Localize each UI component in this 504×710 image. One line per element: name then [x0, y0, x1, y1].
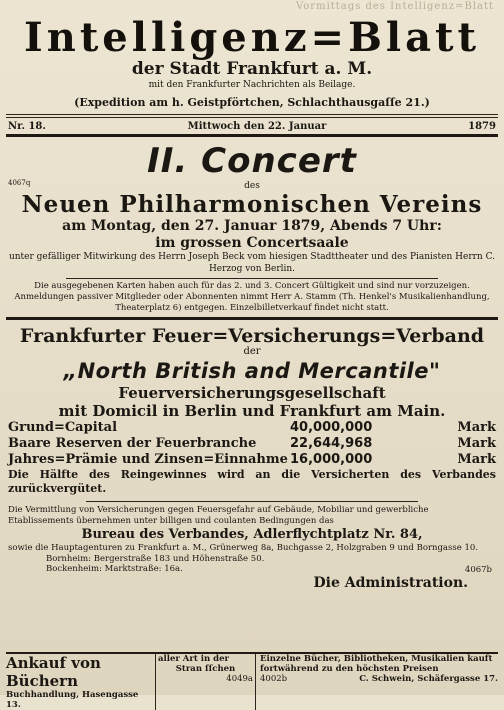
insurance-bureau: Bureau des Verbandes, Adlerflychtplatz Nr. 84, — [81, 527, 423, 542]
book-buy-line2: Stran ſſchen — [175, 664, 236, 674]
figure-unit: Mark — [457, 436, 496, 451]
insurance-rule — [86, 501, 418, 502]
concert-des: des — [244, 181, 260, 191]
insurance-ad — [6, 324, 498, 592]
figure-row — [6, 436, 498, 452]
insurance-agencies: sowie die Hauptagenturen zu Frankfurt a. M., Grünerweg 8a, Buchgasse 2, Holzgraben 9 und Borngasse 10. — [8, 543, 478, 553]
concert-rule — [66, 278, 438, 279]
concert-verein: Neuen Philharmonischen Vereins — [21, 191, 483, 218]
book-buy-sub: Buchhandlung, Hasengasse 13. — [6, 690, 139, 710]
insurance-vermittlung: Die Vermittlung von Versicherungen gegen Feuersgefahr auf Gebäude, Mobiliar und gewerbliche Etablissements übernehmen unter billigen und coulanten Bedingungen das — [8, 505, 429, 526]
concert-ref: 4067q — [8, 179, 31, 187]
issue-date: Mittwoch den 22. Januar — [187, 120, 327, 132]
concert-note: Die ausgegebenen Karten haben auch für das 2. und 3. Concert Gültigkeit und sind nur vorzuzeigen. Anmeldungen passiver Mitglieder oder Abonnenten nimmt Herr A. Stamm (Th. Henkel's Musikalienhandlung, Theaterplatz 6) entgegen. Einzelbilletverkauf findet nicht statt. — [14, 281, 490, 313]
masthead-supplement: mit den Frankfurter Nachrichten als Beilage. — [148, 80, 356, 90]
insurance-ref: 4067b — [464, 564, 492, 575]
concert-title: II. Concert — [147, 141, 357, 181]
masthead-subtitle: der Stadt Frankfurt a. M. — [131, 59, 373, 79]
book-sell-line1: Einzelne Bücher, Bibliotheken, Musikalien kauft — [260, 654, 493, 664]
book-buy-ref: 4049a — [226, 674, 253, 684]
book-buy-line1: aller Art in der — [158, 654, 229, 664]
figure-label: Baare Reserven der Feuerbranche — [8, 436, 257, 451]
figure-value: 22,644,968 — [290, 436, 373, 451]
book-sell-ad — [256, 654, 498, 710]
insurance-der: der — [243, 346, 261, 357]
issue-line — [6, 118, 498, 134]
issue-year: 1879 — [468, 120, 496, 132]
issue-number: Nr. 18. — [8, 120, 46, 132]
figure-value: 16,000,000 — [290, 452, 373, 467]
book-sell-line2: fortwährend zu den höchsten Preisen — [260, 664, 439, 674]
concert-ad — [6, 141, 498, 314]
insurance-bockenheim: Bockenheim: Marktstraße: 16a. — [46, 564, 183, 574]
figure-row — [6, 420, 498, 436]
concert-date: am Montag, den 27. Januar 1879, Abends 7 Uhr: — [62, 218, 442, 234]
issue-divider — [6, 134, 498, 137]
insurance-company: „North British and Mercantile" — [63, 359, 441, 383]
concert-divider — [6, 317, 498, 320]
figure-row — [6, 452, 498, 468]
book-sell-name: C. Schwein, Schäfergasse 17. — [359, 674, 498, 684]
insurance-type: Feuerversicherungsgesellschaft — [118, 384, 386, 402]
concert-hall: im grossen Concertsaale — [155, 235, 349, 251]
masthead-expedition: (Expedition am h. Geistpförtchen, Schlachthausgaſſe 21.) — [74, 96, 430, 109]
concert-mitwirkung: unter gefälliger Mitwirkung des Herrn Joseph Beck vom hiesigen Stadttheater und des Pianisten Herrn C. Herzog von Berlin. — [8, 252, 496, 274]
figure-label: Jahres=Prämie und Zinsen=Einnahme — [8, 452, 288, 467]
bottom-ads — [6, 652, 498, 710]
ghost-text: Vormittags des Intelligenz=Blatt — [295, 1, 494, 12]
figure-unit: Mark — [457, 452, 496, 467]
book-sell-footer — [260, 674, 498, 684]
figure-value: 40,000,000 — [290, 420, 373, 435]
insurance-profit: Die Hälfte des Reingewinnes wird an die Versicherten des Verbandes zurückvergütet. — [8, 468, 496, 495]
insurance-bornheim: Bornheim: Bergerstraße 183 und Höhenstraße 50. — [46, 553, 265, 564]
book-buy-ad — [6, 654, 156, 710]
insurance-footer — [6, 564, 498, 575]
insurance-direction: Die Administration. — [313, 574, 468, 591]
masthead-title: Intelligenz=Blatt — [24, 14, 480, 61]
figure-unit: Mark — [457, 420, 496, 435]
book-buy-ad-detail — [156, 654, 256, 710]
insurance-domicil: mit Domicil in Berlin und Frankfurt am Main. — [58, 402, 446, 420]
book-buy-title: Ankauf von Büchern — [6, 654, 101, 690]
figure-label: Grund=Capital — [8, 420, 118, 435]
insurance-heading: Frankfurter Feuer=Versicherungs=Verband — [19, 325, 485, 347]
book-sell-ref: 4002b — [260, 674, 288, 684]
